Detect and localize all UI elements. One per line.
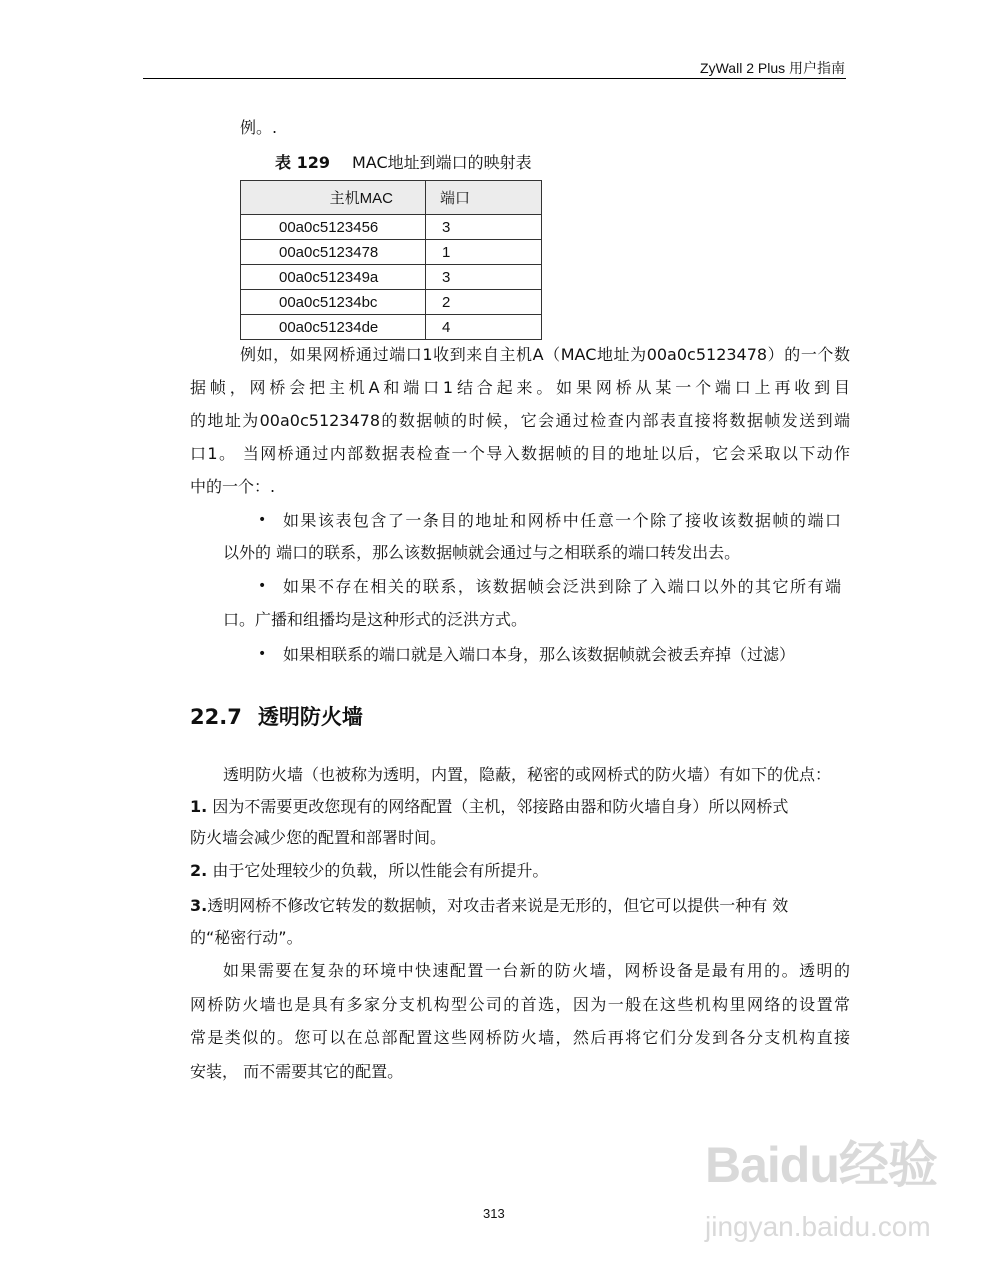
baidu-watermark — [705, 1125, 985, 1255]
table-row — [241, 315, 542, 340]
table-row — [241, 240, 542, 265]
paragraph-line: 常是类似的。您可以在总部配置这些网桥防火墙，然后再将它们分发到各分支机构直接 — [190, 1028, 850, 1047]
advantage-text: 因为不需要更改您现有的网络配置（主机，邻接路由器和防火墙自身）所以网桥式 — [212, 797, 789, 816]
bullet-icon: • — [258, 646, 267, 662]
cell-port: 4 — [426, 315, 542, 340]
paragraph-line: 据帧，网桥会把主机A和端口1结合起来。如果网桥从某一个端口上再收到目 — [190, 378, 850, 397]
column-header-host-mac: 主机MAC — [241, 181, 426, 215]
advantage-text: 透明网桥不修改它转发的数据帧，对攻击者来说是无形的，但它可以提供一种有 效 — [207, 896, 789, 915]
bullet-icon: • — [258, 578, 267, 594]
section-number: 22.7 — [190, 705, 242, 729]
paragraph-line: 的地址为00a0c5123478的数据帧的时候，它会通过检查内部表直接将数据帧发送到端 — [190, 411, 850, 430]
advantage-number: 1. — [190, 797, 208, 816]
paragraph-line: 网桥防火墙也是具有多家分支机构型公司的首选，因为一般在这些机构里网络的设置常 — [190, 995, 850, 1014]
advantage-text: 的“秘密行动”。 — [190, 928, 303, 947]
table-caption-label: 表 129 — [275, 153, 330, 172]
mac-port-table — [240, 180, 542, 340]
advantage-number: 3. — [190, 896, 208, 915]
cell-mac: 00a0c5123456 — [241, 215, 426, 240]
paragraph-line: 例如，如果网桥通过端口1收到来自主机A（MAC地址为00a0c5123478）的一个数 — [240, 345, 850, 364]
paragraph-line: 安装， 而不需要其它的配置。 — [190, 1062, 404, 1081]
table-row — [241, 215, 542, 240]
intro-fragment: 例。. — [240, 118, 278, 137]
running-header: ZyWall 2 Plus 用户指南 — [700, 60, 845, 76]
cell-mac: 00a0c51234bc — [241, 290, 426, 315]
bullet-line: 如果相联系的端口就是入端口本身，那么该数据帧就会被丢弃掉（过滤） — [283, 645, 796, 664]
cell-mac: 00a0c512349a — [241, 265, 426, 290]
bullet-line: 口。广播和组播均是这种形式的泛洪方式。 — [223, 610, 528, 629]
watermark-logo: Baidu经验 — [705, 1137, 937, 1193]
cell-port: 3 — [426, 265, 542, 290]
table-row — [241, 290, 542, 315]
bullet-line: 以外的 端口的联系，那么该数据帧就会通过与之相联系的端口转发出去。 — [223, 543, 741, 562]
table-caption — [275, 150, 532, 173]
section-intro: 透明防火墙（也被称为透明，内置，隐蔽，秘密的或网桥式的防火墙）有如下的优点： — [223, 765, 832, 784]
table-row — [241, 265, 542, 290]
bullet-line: 如果该表包含了一条目的地址和网桥中任意一个除了接收该数据帧的端口 — [283, 511, 841, 530]
table-header-row — [241, 181, 542, 215]
advantage-1 — [190, 797, 850, 817]
cell-port: 2 — [426, 290, 542, 315]
header-rule — [143, 78, 846, 79]
paragraph-line: 如果需要在复杂的环境中快速配置一台新的防火墙，网桥设备是最有用的。透明的 — [223, 961, 850, 980]
advantage-2 — [190, 861, 548, 881]
cell-port: 1 — [426, 240, 542, 265]
paragraph-line: 口1。 当网桥通过内部数据表检查一个导入数据帧的目的地址以后，它会采取以下动作 — [190, 444, 850, 463]
advantage-text: 由于它处理较少的负载，所以性能会有所提升。 — [212, 861, 549, 880]
advantage-number: 2. — [190, 861, 208, 880]
advantage-text: 防火墙会减少您的配置和部署时间。 — [190, 828, 447, 847]
advantage-3 — [190, 896, 788, 916]
page-number: 313 — [483, 1206, 505, 1221]
cell-mac: 00a0c51234de — [241, 315, 426, 340]
column-header-port: 端口 — [426, 181, 542, 215]
bullet-icon: • — [258, 512, 267, 528]
section-heading — [190, 701, 379, 731]
paragraph-line: 中的一个：. — [190, 477, 276, 496]
cell-mac: 00a0c5123478 — [241, 240, 426, 265]
table-caption-title: MAC地址到端口的映射表 — [351, 153, 532, 172]
watermark-url: jingyan.baidu.com — [705, 1211, 931, 1242]
bullet-line: 如果不存在相关的联系，该数据帧会泛洪到除了入端口以外的其它所有端 — [283, 577, 841, 596]
section-title: 透明防火墙 — [257, 705, 363, 729]
cell-port: 3 — [426, 215, 542, 240]
